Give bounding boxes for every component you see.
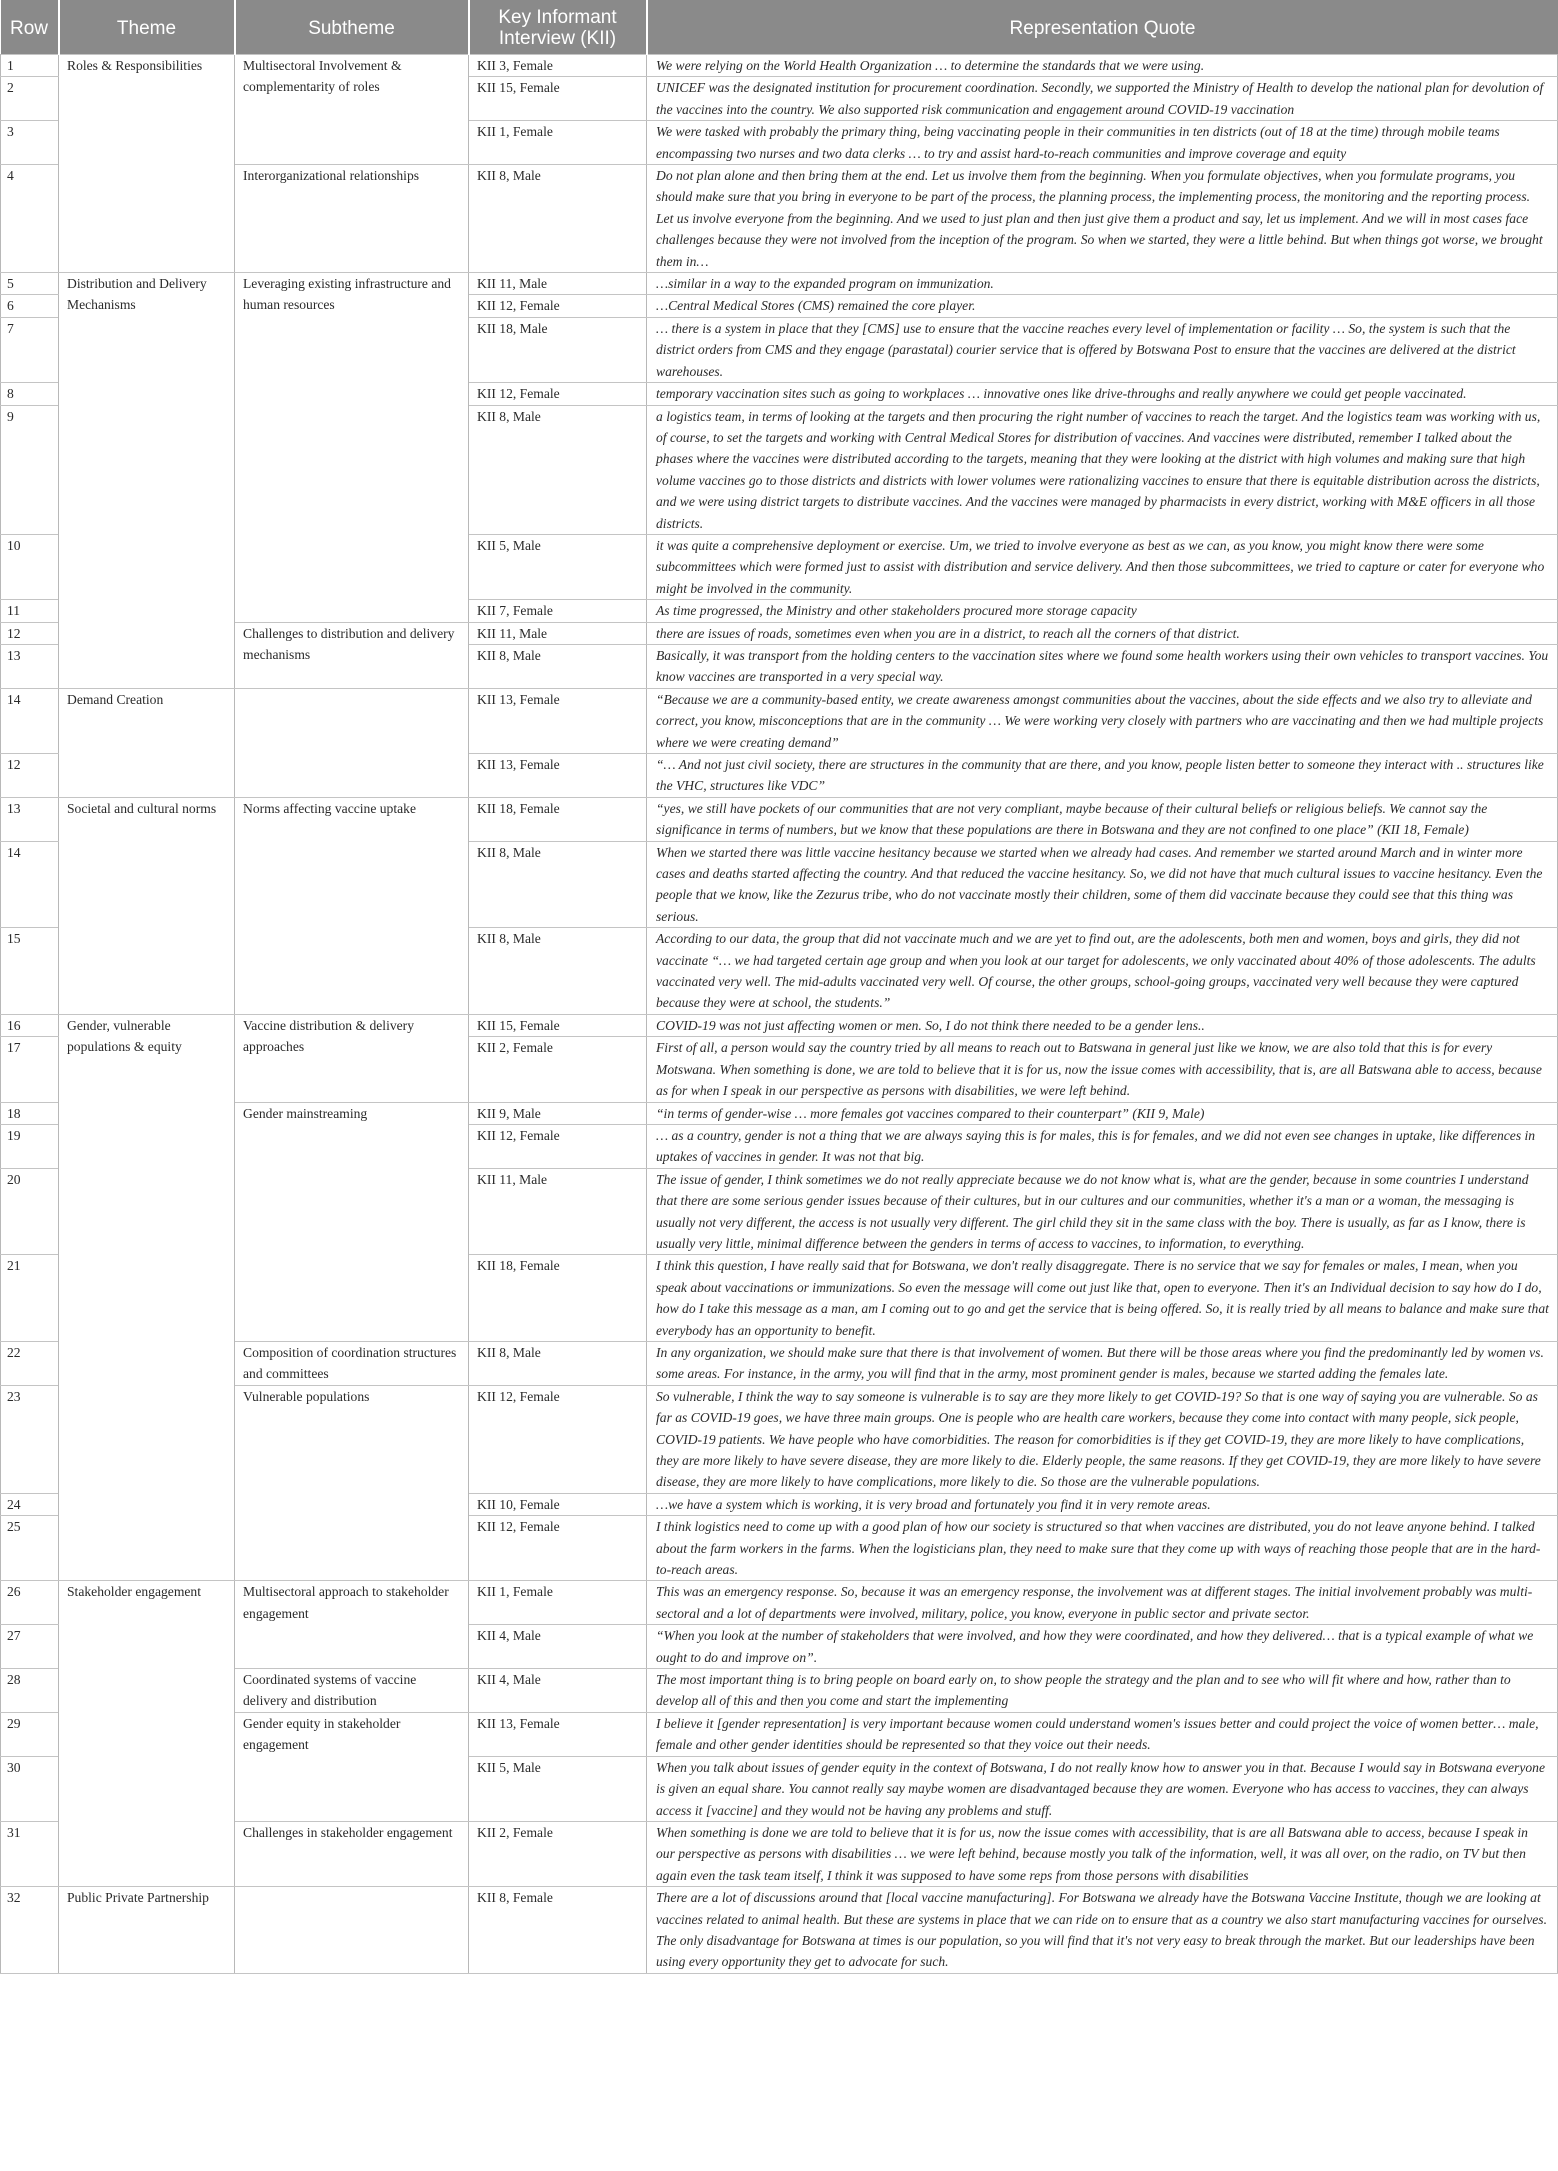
kii-cell: KII 15, Female — [469, 77, 647, 121]
row-number: 10 — [1, 534, 59, 599]
subtheme-cell: Composition of coordination structures and committees — [235, 1341, 469, 1385]
table-row — [1, 55, 1558, 77]
kii-cell: KII 8, Male — [469, 644, 647, 688]
header-row — [1, 0, 1558, 55]
row-number: 3 — [1, 121, 59, 165]
quote-cell: UNICEF was the designated institution for procurement coordination. Secondly, we supported the Ministry of Health to develop the national plan for devolution of the vaccines into the country. We also supported risk communication and engagement around COVID-19 vaccination — [647, 77, 1558, 121]
subtheme-cell: Gender mainstreaming — [235, 1102, 469, 1341]
quote-cell: When you talk about issues of gender equity in the context of Botswana, I do not really know how to answer you in that. Because I would say in Botswana everyone is given an equal share. You cannot really say maybe women are disadvantaged because they are women. Everyone who has access to vaccines, they can always access it [vaccine] and they would not be having any problems and stuff. — [647, 1756, 1558, 1821]
table-row — [1, 1385, 1558, 1493]
row-number: 25 — [1, 1516, 59, 1581]
theme-cell: Distribution and Delivery Mechanisms — [59, 273, 235, 689]
theme-cell: Roles & Responsibilities — [59, 55, 235, 273]
theme-cell: Societal and cultural norms — [59, 797, 235, 1014]
kii-cell: KII 10, Female — [469, 1493, 647, 1515]
table-row — [1, 165, 1558, 273]
table-row — [1, 1887, 1558, 1974]
row-number: 13 — [1, 797, 59, 841]
quote-cell: According to our data, the group that did not vaccinate much and we are yet to find out, are the adolescents, both men and women, boys and girls, they did not vaccinate “… we had targeted certain age group and when you look at our target for adolescents, we only vaccinated about 40% of those adolescents. The adults vaccinated very well. The mid-adults vaccinated very well. Of course, the other groups, school-going groups, vaccinated very well because they were captured because they were at school, the students.” — [647, 928, 1558, 1015]
kii-cell: KII 2, Female — [469, 1037, 647, 1102]
kii-cell: KII 12, Female — [469, 295, 647, 317]
quote-cell: First of all, a person would say the country tried by all means to reach out to Batswana in general just like we know, we are also told that this is for every Motswana. When something is done, we are told to believe that it is for us, now the issue comes with accessibility, that is, are all Batswana able to access, because as for when I speak in our perspective as persons with disabilities, we were left behind. — [647, 1037, 1558, 1102]
table-row — [1, 1014, 1558, 1036]
subtheme-cell: Gender equity in stakeholder engagement — [235, 1712, 469, 1821]
table-row — [1, 1669, 1558, 1713]
quote-cell: There are a lot of discussions around that [local vaccine manufacturing]. For Botswana we already have the Botswana Vaccine Institute, though we are looking at vaccines related to animal health. But these are systems in place that we can ride on to ensure that as a country we also start manufacturing vaccines for ourselves. The only disadvantage for Botswana at times is our population, so you will find that it's not very easy to break through the market. But our leaderships have been using every opportunity they get to advocate for such. — [647, 1887, 1558, 1974]
quote-cell: …similar in a way to the expanded program on immunization. — [647, 273, 1558, 295]
row-number: 29 — [1, 1712, 59, 1756]
kii-cell: KII 3, Female — [469, 55, 647, 77]
kii-cell: KII 13, Female — [469, 754, 647, 798]
quote-cell: …we have a system which is working, it is very broad and fortunately you find it in very remote areas. — [647, 1493, 1558, 1515]
kii-cell: KII 4, Male — [469, 1625, 647, 1669]
subtheme-cell: Challenges to distribution and delivery mechanisms — [235, 622, 469, 688]
row-number: 23 — [1, 1385, 59, 1493]
kii-cell: KII 13, Female — [469, 688, 647, 753]
subtheme-cell — [235, 688, 469, 797]
kii-cell: KII 7, Female — [469, 600, 647, 622]
quote-cell: In any organization, we should make sure that there is that involvement of women. But there will be those areas where you find the predominantly led by women vs. some areas. For instance, in the army, you will find that in the army, most prominent gender is males, because we started adding the females late. — [647, 1341, 1558, 1385]
table-row — [1, 1712, 1558, 1756]
quote-cell: “… And not just civil society, there are structures in the community that are there, and you know, people listen better to someone they interact with .. structures like the VHC, structures like VDC” — [647, 754, 1558, 798]
theme-cell: Demand Creation — [59, 688, 235, 797]
kii-cell: KII 12, Female — [469, 1385, 647, 1493]
theme-cell: Stakeholder engagement — [59, 1581, 235, 1887]
quote-cell: I think logistics need to come up with a good plan of how our society is structured so that when vaccines are distributed, you do not leave anyone behind. I talked about the farm workers in the farms. When the logisticians plan, they need to make sure that they come up with ways of reaching those people that are in the hard-to-reach areas. — [647, 1516, 1558, 1581]
quote-cell: As time progressed, the Ministry and other stakeholders procured more storage capacity — [647, 600, 1558, 622]
row-number: 8 — [1, 383, 59, 405]
kii-cell: KII 18, Female — [469, 797, 647, 841]
quote-cell: Do not plan alone and then bring them at the end. Let us involve them from the beginning. When you formulate objectives, when you formulate programs, you should make sure that you bring in everyone to be part of the process, the planning process, the implementing process, the monitoring and the reporting process. Let us involve everyone from the beginning. And we used to just plan and then just give them a product and say, let us implement. And we will in most cases face challenges because they were not involved from the inception of the program. So when we started, they were a little behind. But when things got worse, we brought them in… — [647, 165, 1558, 273]
quote-cell: a logistics team, in terms of looking at the targets and then procuring the right number of vaccines to reach the target. And the logistics team was working with us, of course, to set the targets and working with Central Medical Stores for distribution of vaccines. And vaccines were distributed, remember I talked about the phases where the vaccines were distributed according to the targets, meaning that they were looking at the district with high volumes and making sure that high volume vaccines go to those districts and districts with lower volumes were rationalizing vaccines to ensure that there is equitable distribution across the districts, and we were using district targets to distribute vaccines. And the vaccines were managed by pharmacists in every district, working with M&E officers in all those districts. — [647, 405, 1558, 534]
quote-cell: When we started there was little vaccine hesitancy because we started when we already had cases. And remember we started around March and in winter more cases and deaths started affecting the country. And that reduced the vaccine hesitancy. So, we did not have that much cultural issues to vaccine hesitancy. Even the people that we know, like the Zezurus tribe, who do not vaccinate mostly their children, some of them did vaccinate because they could see that this thing was serious. — [647, 841, 1558, 928]
kii-cell: KII 18, Female — [469, 1255, 647, 1342]
table-row — [1, 1341, 1558, 1385]
row-number: 9 — [1, 405, 59, 534]
row-number: 18 — [1, 1102, 59, 1124]
subtheme-cell: Norms affecting vaccine uptake — [235, 797, 469, 1014]
row-number: 30 — [1, 1756, 59, 1821]
table-row — [1, 1581, 1558, 1625]
subtheme-cell: Coordinated systems of vaccine delivery and distribution — [235, 1669, 469, 1713]
row-number: 6 — [1, 295, 59, 317]
kii-cell: KII 4, Male — [469, 1669, 647, 1713]
quote-cell: The issue of gender, I think sometimes we do not really appreciate because we do not know what is, what are the gender, because in some countries I understand that there are some serious gender issues because of their cultures, but in our cultures and our communities, whether it's a man or a woman, the messaging is usually not very different, the access is not usually very different. The girl child they sit in the same class with the boy. There is usually, as far as I know, there is usually very little, minimal difference between the genders in terms of access to vaccines, to information, to everything. — [647, 1168, 1558, 1255]
row-number: 32 — [1, 1887, 59, 1974]
kii-cell: KII 8, Female — [469, 1887, 647, 1974]
subtheme-cell: Interorganizational relationships — [235, 165, 469, 273]
row-number: 22 — [1, 1341, 59, 1385]
quote-cell: So vulnerable, I think the way to say someone is vulnerable is to say are they more likely to get COVID-19? So that is one way of saying you are vulnerable. So as far as COVID-19 goes, we have three main groups. One is people who are health care workers, because they come into contact with many people, sick people, COVID-19 patients. We have people who have comorbidities. The reason for comorbidities is if they get COVID-19, they are more likely to have complications, they are more likely to have severe disease, they are more likely to die. Elderly people, the same reasons. If they get COVID-19, they are more likely to have severe disease, they are more likely to have complications, more likely to die. So those are the vulnerable populations. — [647, 1385, 1558, 1493]
quote-cell: We were tasked with probably the primary thing, being vaccinating people in their communities in ten districts (out of 18 at the time) through mobile teams encompassing two nurses and two data clerks … to try and assist hard-to-reach communities and improve coverage and equity — [647, 121, 1558, 165]
kii-cell: KII 12, Female — [469, 1516, 647, 1581]
row-number: 21 — [1, 1255, 59, 1342]
row-number: 24 — [1, 1493, 59, 1515]
subtheme-cell: Challenges in stakeholder engagement — [235, 1821, 469, 1886]
table-row — [1, 1821, 1558, 1886]
kii-cell: KII 18, Male — [469, 317, 647, 382]
quote-cell: … there is a system in place that they [CMS] use to ensure that the vaccine reaches every level of implementation or facility … So, the system is such that the district orders from CMS and they engage (parastatal) courier service that is offered by Botswana Post to ensure that the vaccines are delivered at the district warehouses. — [647, 317, 1558, 382]
table-row — [1, 688, 1558, 753]
row-number: 19 — [1, 1124, 59, 1168]
row-number: 14 — [1, 841, 59, 928]
quote-cell: When something is done we are told to believe that it is for us, now the issue comes with accessibility, that is are all Batswana able to access, because I speak in our perspective as persons with disabilities … we were left behind, because mostly you talk of the information, well, it was all over, on the radio, on TV but then again even the task team itself, I think it was supposed to have some reps from those persons with disabilities — [647, 1821, 1558, 1886]
kii-cell: KII 9, Male — [469, 1102, 647, 1124]
row-number: 1 — [1, 55, 59, 77]
row-number: 28 — [1, 1669, 59, 1713]
quote-cell: “When you look at the number of stakeholders that were involved, and how they were coordinated, and how they delivered… that is a typical example of what we ought to do and improve on”. — [647, 1625, 1558, 1669]
kii-cell: KII 11, Male — [469, 1168, 647, 1255]
kii-cell: KII 8, Male — [469, 1341, 647, 1385]
header-subtheme: Subtheme — [235, 0, 469, 55]
kii-cell: KII 2, Female — [469, 1821, 647, 1886]
header-row-number: Row — [1, 0, 59, 55]
table-row — [1, 1102, 1558, 1124]
kii-cell: KII 5, Male — [469, 534, 647, 599]
kii-cell: KII 8, Male — [469, 841, 647, 928]
quote-cell: The most important thing is to bring people on board early on, to show people the strategy and the plan and to see who will fit where and how, rather than to develop all of this and then you come and start the implementing — [647, 1669, 1558, 1713]
row-number: 15 — [1, 928, 59, 1015]
row-number: 12 — [1, 622, 59, 644]
quote-cell: …Central Medical Stores (CMS) remained the core player. — [647, 295, 1558, 317]
kii-cell: KII 1, Female — [469, 1581, 647, 1625]
table-row — [1, 797, 1558, 841]
quote-cell: I believe it [gender representation] is very important because women could understand women's issues better and could project the voice of women better… male, female and other gender identities should be represented so that they voice out their needs. — [647, 1712, 1558, 1756]
row-number: 26 — [1, 1581, 59, 1625]
kii-cell: KII 12, Female — [469, 1124, 647, 1168]
kii-cell: KII 11, Male — [469, 273, 647, 295]
quote-cell: “Because we are a community-based entity, we create awareness amongst communities about the vaccines, about the side effects and we also try to alleviate and correct, you know, misconceptions that are in the community … We were working very closely with partners who are vaccinating and then we had multiple projects where we were creating demand” — [647, 688, 1558, 753]
theme-cell: Public Private Partnership — [59, 1887, 235, 1974]
table-row — [1, 622, 1558, 644]
quote-cell: We were relying on the World Health Organization … to determine the standards that we were using. — [647, 55, 1558, 77]
kii-cell: KII 8, Male — [469, 928, 647, 1015]
quote-cell: Basically, it was transport from the holding centers to the vaccination sites where we found some health workers using their own vehicles to transport vaccines. You know vaccines are transported in a very special way. — [647, 644, 1558, 688]
kii-cell: KII 11, Male — [469, 622, 647, 644]
row-number: 12 — [1, 754, 59, 798]
row-number: 31 — [1, 1821, 59, 1886]
row-number: 5 — [1, 273, 59, 295]
quote-cell: it was quite a comprehensive deployment or exercise. Um, we tried to involve everyone as best as we can, as you know, you might know there were some subcommittees which were formed just to assist with distribution and service delivery. And then those subcommittees, we tried to capture or cater for everyone who might be involved in the community. — [647, 534, 1558, 599]
subtheme-cell: Leveraging existing infrastructure and human resources — [235, 273, 469, 623]
header-quote: Representation Quote — [647, 0, 1558, 55]
quote-cell: This was an emergency response. So, because it was an emergency response, the involvement was at different stages. The initial involvement probably was multi-sectoral and a lot of departments were involved, military, police, you know, everyone in public sector and private sector. — [647, 1581, 1558, 1625]
subtheme-cell: Vaccine distribution & delivery approaches — [235, 1014, 469, 1102]
subtheme-cell: Multisectoral approach to stakeholder engagement — [235, 1581, 469, 1669]
table-row — [1, 273, 1558, 295]
row-number: 20 — [1, 1168, 59, 1255]
row-number: 2 — [1, 77, 59, 121]
kii-cell: KII 5, Male — [469, 1756, 647, 1821]
kii-cell: KII 1, Female — [469, 121, 647, 165]
quote-cell: there are issues of roads, sometimes even when you are in a district, to reach all the corners of that district. — [647, 622, 1558, 644]
row-number: 7 — [1, 317, 59, 382]
row-number: 16 — [1, 1014, 59, 1036]
quote-cell: … as a country, gender is not a thing that we are always saying this is for males, this is for females, and we did not even see changes in uptake, like differences in uptakes of vaccines in gender. It was not that big. — [647, 1124, 1558, 1168]
row-number: 13 — [1, 644, 59, 688]
header-kii: Key Informant Interview (KII) — [469, 0, 647, 55]
row-number: 4 — [1, 165, 59, 273]
kii-cell: KII 13, Female — [469, 1712, 647, 1756]
kii-cell: KII 15, Female — [469, 1014, 647, 1036]
subtheme-cell — [235, 1887, 469, 1974]
quote-cell: “in terms of gender-wise … more females got vaccines compared to their counterpart” (KII 9, Male) — [647, 1102, 1558, 1124]
row-number: 11 — [1, 600, 59, 622]
quote-cell: “yes, we still have pockets of our communities that are not very compliant, maybe because of their cultural beliefs or religious beliefs. We cannot say the significance in terms of numbers, but we know that these populations are there in Botswana and they are not confined to one place” (KII 18, Female) — [647, 797, 1558, 841]
row-number: 14 — [1, 688, 59, 753]
kii-cell: KII 8, Male — [469, 405, 647, 534]
kii-cell: KII 12, Female — [469, 383, 647, 405]
quote-cell: COVID-19 was not just affecting women or men. So, I do not think there needed to be a gender lens.. — [647, 1014, 1558, 1036]
quote-cell: temporary vaccination sites such as going to workplaces … innovative ones like drive-throughs and really anywhere we could get people vaccinated. — [647, 383, 1558, 405]
subtheme-cell: Multisectoral Involvement & complementarity of roles — [235, 55, 469, 165]
row-number: 27 — [1, 1625, 59, 1669]
subtheme-cell: Vulnerable populations — [235, 1385, 469, 1581]
quote-cell: I think this question, I have really said that for Botswana, we don't really disaggregate. There is no service that we say for females or males, I mean, when you speak about vaccinations or immunizations. So even the message will come out just like that, open to everyone. Then it's an Individual decision to say how do I do, how do I take this message as a man, am I coming out to go and get the service that is being offered. So, it is really tried by all means to balance and make sure that everybody has an opportunity to benefit. — [647, 1255, 1558, 1342]
header-theme: Theme — [59, 0, 235, 55]
kii-cell: KII 8, Male — [469, 165, 647, 273]
theme-cell: Gender, vulnerable populations & equity — [59, 1014, 235, 1581]
row-number: 17 — [1, 1037, 59, 1102]
